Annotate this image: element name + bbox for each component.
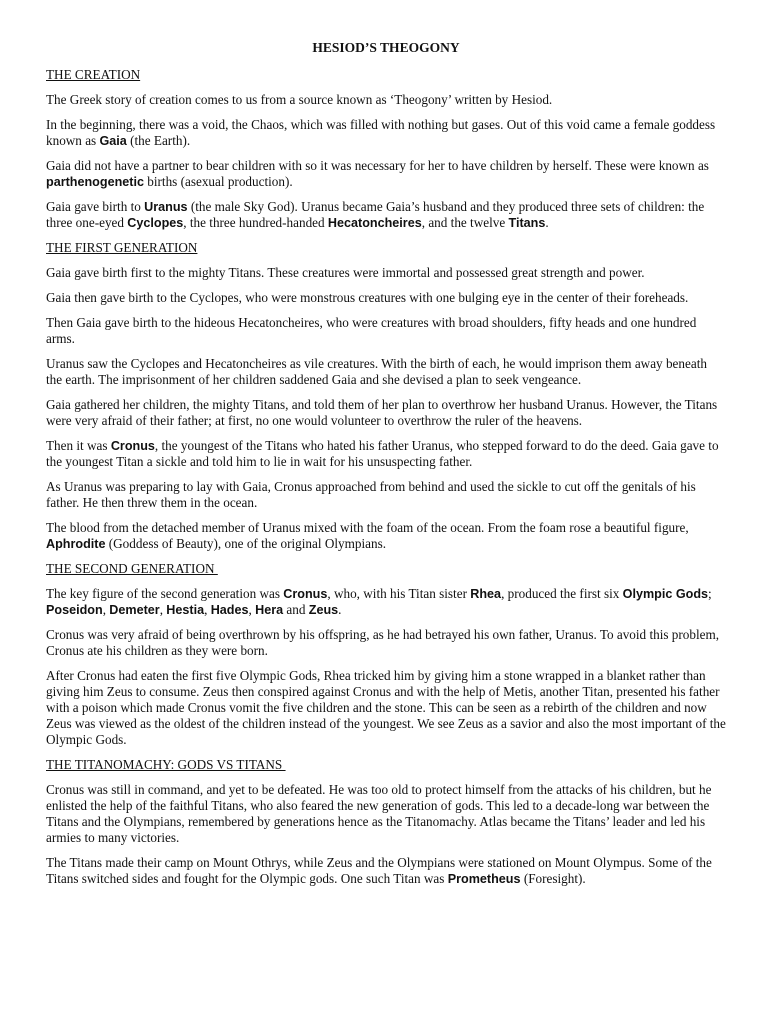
paragraph: [46, 438, 726, 470]
paragraph: [46, 520, 726, 552]
document-page: [46, 40, 726, 896]
text-run: ,: [204, 602, 211, 617]
text-run: , produced the first six: [501, 586, 623, 601]
text-run: (Goddess of Beauty), one of the original Olympians.: [105, 536, 387, 551]
text-run: , the three hundred-handed: [183, 215, 328, 230]
text-run: Gaia gave birth first to the mighty Titans. These creatures were immortal and possessed great strength and power.: [46, 265, 645, 280]
text-run: Gaia gave birth to: [46, 199, 145, 214]
document-title: HESIOD’S THEOGONY: [312, 40, 460, 55]
text-run: Gaia then gave birth to the Cyclopes, who were monstrous creatures with one bulging eye in the center of their foreheads.: [46, 290, 689, 305]
text-run: (the Earth).: [126, 133, 191, 148]
text-run: , and the twelve: [421, 215, 509, 230]
text-run: The Greek story of creation comes to us from a source known as ‘Theogony’ written by Hesiod.: [46, 92, 553, 107]
text-run: The Titans made their camp on Mount Othrys, while Zeus and the Olympians were stationed on Mount Olympus. Some of the Titans switched sides and fought for the Olympic gods. One such Titan was: [46, 855, 712, 886]
paragraph: [46, 668, 726, 748]
section-heading: THE TITANOMACHY: GODS VS TITANS: [46, 757, 286, 772]
text-run: Gaia did not have a partner to bear children with so it was necessary for her to have children by herself. These were known as: [46, 158, 709, 173]
text-run: (Foresight).: [520, 871, 586, 886]
bold-term: Titans: [508, 216, 546, 230]
text-run: births (asexual production).: [143, 174, 293, 189]
bold-term: Cronus: [110, 439, 155, 453]
bold-term: Olympic Gods: [622, 587, 709, 601]
section-heading: THE SECOND GENERATION: [46, 561, 218, 576]
paragraph: [46, 356, 726, 388]
bold-term: Demeter: [109, 603, 160, 617]
paragraph: [46, 855, 726, 887]
paragraph: [46, 290, 726, 306]
text-run: Then Gaia gave birth to the hideous Hecatoncheires, who were creatures with broad shoulders, fifty heads and one hundred arms.: [46, 315, 697, 346]
text-run: After Cronus had eaten the first five Olympic Gods, Rhea tricked him by giving him a stone wrapped in a blanket rather than giving him Zeus to consume. Zeus then conspired against Cronus and with the help of Metis, another Titan, presented his father with a poison which made Cronus vomit the five children and the stone. This can be seen as a rebirth of the children and now Zeus was viewed as the oldest of the children instead of the youngest. We see Zeus as a savior and also the most important of the Olympic Gods.: [46, 668, 726, 747]
bold-term: Hestia: [166, 603, 205, 617]
text-run: , the youngest of the Titans who hated his father Uranus, who stepped forward to do the deed. Gaia gave to the youngest Titan a sickle and told him to lie in wait for his unsuspecting father.: [46, 438, 719, 469]
document-body: [46, 67, 726, 887]
text-run: Gaia gathered her children, the mighty Titans, and told them of her plan to overthrow her husband Uranus. However, the Titans were very afraid of their father; at first, no one would volunteer to overthrow the ruler of the heavens.: [46, 397, 718, 428]
paragraph: [46, 265, 726, 281]
bold-term: Cyclopes: [127, 216, 184, 230]
text-run: , who, with his Titan sister: [327, 586, 471, 601]
paragraph: [46, 397, 726, 429]
bold-term: Rhea: [470, 587, 502, 601]
paragraph: [46, 586, 726, 618]
section-heading: THE FIRST GENERATION: [46, 240, 198, 255]
text-run: Uranus saw the Cyclopes and Hecatoncheires as vile creatures. With the birth of each, he would imprison them away beneath the earth. The imprisonment of her children saddened Gaia and she devised a plan to seek vengeance.: [46, 356, 707, 387]
text-run: ,: [102, 602, 110, 617]
bold-term: Uranus: [144, 200, 188, 214]
bold-term: Zeus: [308, 603, 339, 617]
text-run: and: [283, 602, 309, 617]
bold-term: Hecatoncheires: [327, 216, 422, 230]
paragraph: [46, 782, 726, 846]
text-run: Then it was: [46, 438, 111, 453]
text-run: .: [545, 215, 549, 230]
bold-term: Prometheus: [447, 872, 521, 886]
bold-term: Hades: [210, 603, 249, 617]
text-run: ,: [248, 602, 256, 617]
text-run: In the beginning, there was a void, the Chaos, which was filled with nothing but gases. Out of this void came a female goddess known as: [46, 117, 716, 148]
text-run: The blood from the detached member of Uranus mixed with the foam of the ocean. From the foam rose a beautiful figure,: [46, 520, 689, 535]
bold-term: Cronus: [283, 587, 328, 601]
paragraph: [46, 158, 726, 190]
text-run: Cronus was still in command, and yet to be defeated. He was too old to protect himself from the attacks of his children, but he enlisted the help of the faithful Titans, who also feared the new generation of gods. This led to a decade-long war between the Titans and the Olympians, remembered by generations hence as the Titanomachy. Atlas became the Titans’ leader and led his armies to many victories.: [46, 782, 712, 845]
paragraph: [46, 315, 726, 347]
text-run: The key figure of the second generation was: [46, 586, 284, 601]
section-heading: THE CREATION: [46, 67, 141, 82]
bold-term: parthenogenetic: [46, 175, 144, 189]
paragraph: [46, 199, 726, 231]
bold-term: Gaia: [99, 134, 127, 148]
bold-term: Poseidon: [46, 603, 103, 617]
paragraph: [46, 92, 726, 108]
text-run: Cronus was very afraid of being overthrown by his offspring, as he had betrayed his own father, Uranus. To avoid this problem, Cronus ate his children as they were born.: [46, 627, 720, 658]
paragraph: [46, 479, 726, 511]
bold-term: Aphrodite: [46, 537, 106, 551]
text-run: As Uranus was preparing to lay with Gaia, Cronus approached from behind and used the sickle to cut off the genitals of his father. He then threw them in the ocean.: [46, 479, 696, 510]
text-run: ,: [159, 602, 167, 617]
text-run: ;: [708, 586, 712, 601]
text-run: (the male Sky God). Uranus became Gaia’s husband and they produced three sets of children: the three one-eyed: [46, 199, 705, 230]
paragraph: [46, 627, 726, 659]
text-run: .: [338, 602, 342, 617]
paragraph: [46, 117, 726, 149]
bold-term: Hera: [255, 603, 284, 617]
